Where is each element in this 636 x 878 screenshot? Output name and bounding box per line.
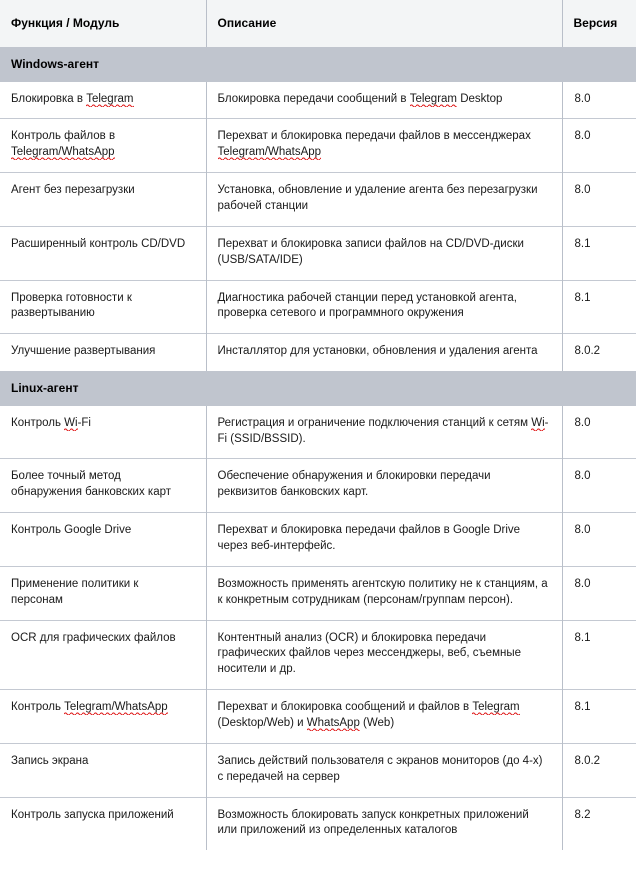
cell-feature: Блокировка в Telegram [0, 82, 206, 119]
cell-version: 8.1 [562, 690, 636, 744]
cell-version: 8.0.2 [562, 334, 636, 371]
cell-feature: Контроль запуска приложений [0, 797, 206, 850]
cell-feature: Применение политики к персонам [0, 566, 206, 620]
cell-description: Контентный анализ (OCR) и блокировка передачи графических файлов через мессенджеры, веб, съемные носители и др. [206, 620, 562, 690]
cell-feature: Проверка готовности к развертыванию [0, 280, 206, 334]
cell-feature: Расширенный контроль CD/DVD [0, 226, 206, 280]
table-row [0, 797, 636, 850]
cell-feature: Контроль Telegram/WhatsApp [0, 690, 206, 744]
table-row [0, 743, 636, 797]
table-row [0, 82, 636, 119]
column-header-version: Версия [562, 0, 636, 47]
section-header-row [0, 371, 636, 406]
cell-description: Перехват и блокировка передачи файлов в мессенджерах Telegram/WhatsApp [206, 119, 562, 173]
cell-feature: Запись экрана [0, 743, 206, 797]
table-header [0, 0, 636, 47]
cell-description: Перехват и блокировка передачи файлов в Google Drive через веб-интерфейс. [206, 513, 562, 567]
section-header-label: Linux-агент [0, 371, 636, 406]
cell-version: 8.0.2 [562, 743, 636, 797]
cell-feature: Контроль Wi-Fi [0, 406, 206, 459]
cell-description: Возможность блокировать запуск конкретных приложений или приложений из определенных каталогов [206, 797, 562, 850]
table-row [0, 173, 636, 227]
cell-version: 8.1 [562, 620, 636, 690]
cell-feature: Агент без перезагрузки [0, 173, 206, 227]
cell-version: 8.1 [562, 226, 636, 280]
column-header-feature: Функция / Модуль [0, 0, 206, 47]
table-body [0, 47, 636, 850]
cell-description: Блокировка передачи сообщений в Telegram Desktop [206, 82, 562, 119]
cell-version: 8.0 [562, 119, 636, 173]
table-row [0, 226, 636, 280]
section-header-row [0, 47, 636, 82]
cell-feature: Контроль файлов в Telegram/WhatsApp [0, 119, 206, 173]
table-row [0, 513, 636, 567]
section-header-label: Windows-агент [0, 47, 636, 82]
cell-version: 8.0 [562, 513, 636, 567]
cell-version: 8.1 [562, 280, 636, 334]
cell-description: Инсталлятор для установки, обновления и удаления агента [206, 334, 562, 371]
cell-description: Перехват и блокировка записи файлов на CD/DVD-диски (USB/SATA/IDE) [206, 226, 562, 280]
cell-version: 8.0 [562, 459, 636, 513]
table-row [0, 334, 636, 371]
cell-feature: OCR для графических файлов [0, 620, 206, 690]
cell-version: 8.0 [562, 173, 636, 227]
cell-description: Диагностика рабочей станции перед установкой агента, проверка сетевого и программного окружения [206, 280, 562, 334]
table-row [0, 119, 636, 173]
cell-description: Возможность применять агентскую политику не к станциям, а к конкретным сотрудникам (персонам/группам персон). [206, 566, 562, 620]
table-row [0, 280, 636, 334]
table-row [0, 690, 636, 744]
cell-description: Обеспечение обнаружения и блокировки передачи реквизитов банковских карт. [206, 459, 562, 513]
column-header-description: Описание [206, 0, 562, 47]
cell-feature: Более точный метод обнаружения банковских карт [0, 459, 206, 513]
table-row [0, 566, 636, 620]
table-row [0, 459, 636, 513]
table-row [0, 406, 636, 459]
cell-description: Установка, обновление и удаление агента без перезагрузки рабочей станции [206, 173, 562, 227]
cell-version: 8.2 [562, 797, 636, 850]
cell-description: Регистрация и ограничение подключения станций к сетям Wi-Fi (SSID/BSSID). [206, 406, 562, 459]
cell-feature: Улучшение развертывания [0, 334, 206, 371]
cell-version: 8.0 [562, 82, 636, 119]
cell-description: Перехват и блокировка сообщений и файлов в Telegram (Desktop/Web) и WhatsApp (Web) [206, 690, 562, 744]
cell-feature: Контроль Google Drive [0, 513, 206, 567]
cell-version: 8.0 [562, 566, 636, 620]
table-row [0, 620, 636, 690]
cell-description: Запись действий пользователя с экранов мониторов (до 4-х) с передачей на сервер [206, 743, 562, 797]
cell-version: 8.0 [562, 406, 636, 459]
table-header-row [0, 0, 636, 47]
